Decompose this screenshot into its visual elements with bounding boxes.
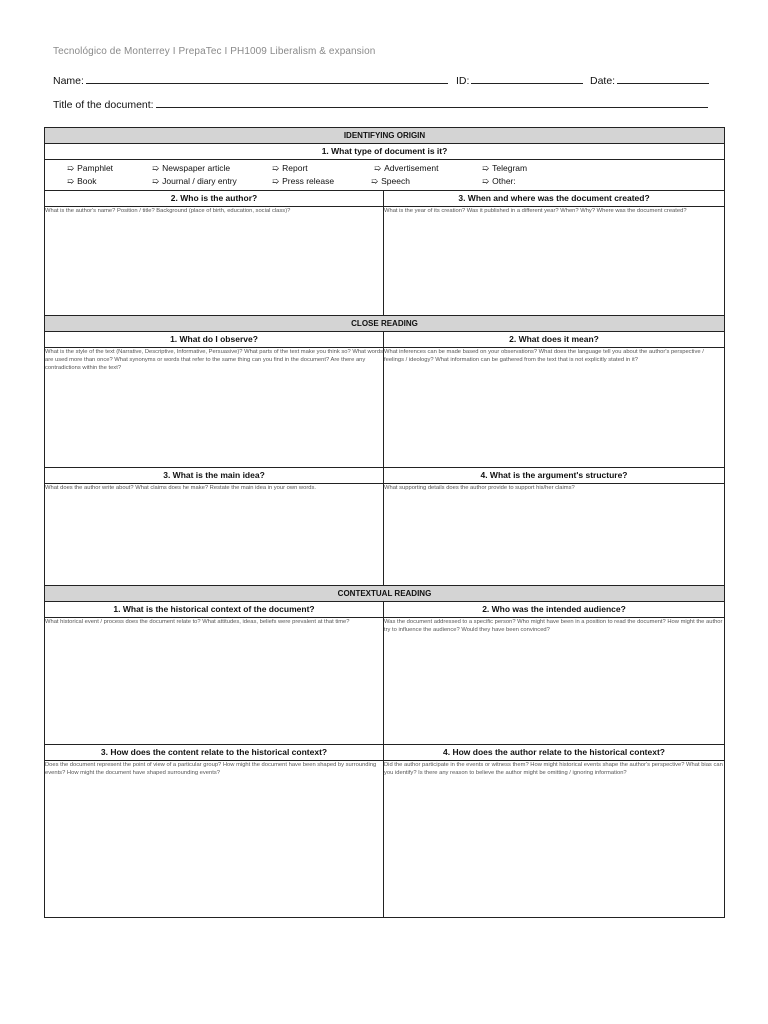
course-subtitle: Tecnológico de Monterrey I PrepaTec I PH1009 Liberalism & expansion (53, 46, 376, 57)
answer-historical-context[interactable]: What historical event / process does the document relate to? What attitudes, ideas, beliefs were prevalent at that time? (45, 618, 384, 745)
id-field[interactable] (471, 74, 583, 84)
document-title-field[interactable] (156, 98, 708, 108)
date-row (590, 74, 709, 87)
option-advertisement[interactable]: ➯ Advertisement (374, 163, 439, 173)
option-telegram[interactable]: ➯ Telegram (482, 163, 528, 173)
arrow-icon: ➯ (67, 176, 75, 186)
question-content-relation: 3. How does the content relate to the historical context? (45, 745, 384, 761)
arrow-icon: ➯ (374, 163, 382, 173)
question-meaning: 2. What does it mean? (384, 332, 725, 348)
answer-author-relation[interactable]: Did the author participate in the events or witness them? How might historical events shape the author's perspective? What bias can you identify? Is there any reason to believe the author might be omitting / ignoring information? (384, 761, 725, 918)
arrow-icon: ➯ (67, 163, 75, 173)
question-argument-structure: 4. What is the argument's structure? (384, 468, 725, 484)
question-when-where: 3. When and where was the document created? (384, 191, 725, 207)
band-contextual-reading: CONTEXTUAL READING (45, 586, 725, 602)
question-historical-context: 1. What is the historical context of the document? (45, 602, 384, 618)
name-field[interactable] (86, 74, 448, 84)
document-title-label: Title of the document: (53, 99, 154, 111)
option-pamphlet[interactable]: ➯ Pamphlet (67, 163, 114, 173)
arrow-icon: ➯ (152, 163, 160, 173)
arrow-icon: ➯ (152, 176, 160, 186)
option-other[interactable]: ➯ Other: (482, 176, 516, 186)
answer-intended-audience[interactable]: Was the document addressed to a specific person? Who might have been in a position to read the document? How might the author try to influence the audience? Would they have been convinced? (384, 618, 725, 745)
option-newspaper-article[interactable]: ➯ Newspaper article (152, 163, 231, 173)
option-press-release[interactable]: ➯ Press release (272, 176, 335, 186)
question-document-type: 1. What type of document is it? (45, 144, 725, 160)
arrow-icon: ➯ (272, 163, 280, 173)
option-speech[interactable]: ➯ Speech (371, 176, 410, 186)
option-journal-diary-entry[interactable]: ➯ Journal / diary entry (152, 176, 237, 186)
analysis-form (44, 127, 725, 918)
question-author: 2. Who is the author? (45, 191, 384, 207)
option-report[interactable]: ➯ Report (272, 163, 308, 173)
question-author-relation: 4. How does the author relate to the historical context? (384, 745, 725, 761)
answer-author[interactable]: What is the author's name? Position / title? Background (place of birth, education, social class)? (45, 207, 384, 316)
option-book[interactable]: ➯ Book (67, 176, 97, 186)
date-label: Date: (590, 75, 616, 87)
id-label: ID: (456, 75, 470, 87)
name-row (53, 74, 448, 87)
name-label: Name: (53, 75, 84, 87)
band-close-reading: CLOSE READING (45, 316, 725, 332)
title-row (53, 98, 708, 111)
arrow-icon: ➯ (272, 176, 280, 186)
question-intended-audience: 2. Who was the intended audience? (384, 602, 725, 618)
id-row (456, 74, 583, 87)
answer-meaning[interactable]: What inferences can be made based on your observations? What does the language tell you about the author's perspective / feelings / ideology? What information can be gathered from the text that is not explicitly stated in it? (384, 348, 725, 468)
answer-argument-structure[interactable]: What supporting details does the author provide to support his/her claims? (384, 484, 725, 586)
answer-content-relation[interactable]: Does the document represent the point of view of a particular group? How might the document have been shaped by surrounding events? How might the document have shaped surrounding events? (45, 761, 384, 918)
date-field[interactable] (617, 74, 709, 84)
answer-observe[interactable]: What is the style of the text (Narrative, Descriptive, Informative, Persuasive)? What parts of the text make you think so? What words are used more than once? What synonyms or words that refer to the same thing can you find in the document? Are there any contradictions within the text? (45, 348, 384, 468)
question-observe: 1. What do I observe? (45, 332, 384, 348)
answer-main-idea[interactable]: What does the author write about? What claims does he make? Restate the main idea in your own words. (45, 484, 384, 586)
answer-when-where[interactable]: What is the year of its creation? Was it published in a different year? When? Why? Where was the document created? (384, 207, 725, 316)
arrow-icon: ➯ (371, 176, 379, 186)
arrow-icon: ➯ (482, 163, 490, 173)
question-main-idea: 3. What is the main idea? (45, 468, 384, 484)
document-type-options (45, 160, 725, 191)
arrow-icon: ➯ (482, 176, 490, 186)
band-identifying-origin: IDENTIFYING ORIGIN (45, 128, 725, 144)
